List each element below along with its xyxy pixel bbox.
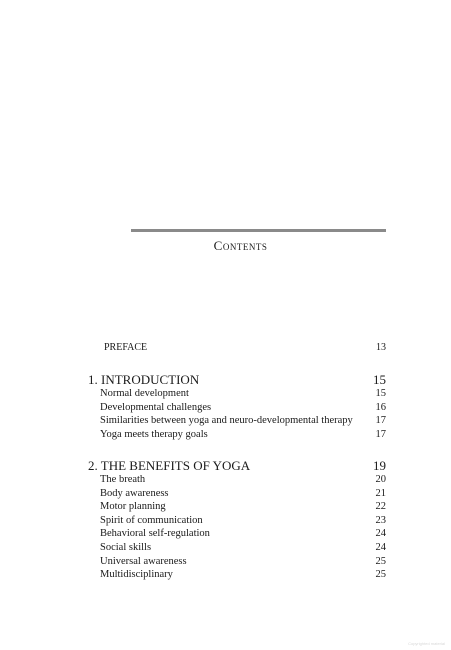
chapter-heading[interactable] (88, 459, 386, 473)
toc-entry[interactable] (88, 414, 386, 428)
toc-entry[interactable] (88, 555, 386, 569)
entry-page: 25 (375, 555, 386, 567)
chapter-page: 15 (373, 372, 386, 387)
contents-heading (0, 238, 451, 254)
header-rule (131, 229, 386, 232)
entry-label: Motor planning (100, 501, 166, 513)
toc-entry[interactable] (88, 401, 386, 415)
toc-chapter-2 (88, 459, 386, 582)
entry-label: Developmental challenges (100, 401, 212, 413)
contents-heading-text: Contents (213, 238, 268, 253)
copyright-watermark: Copyrighted material (408, 641, 445, 646)
toc-entry[interactable] (88, 473, 386, 487)
entry-page: 20 (375, 474, 386, 485)
entry-page: 22 (375, 501, 386, 513)
toc-entry[interactable] (88, 527, 386, 541)
entry-label: Similarities between yoga and neuro-developmental therapy (100, 415, 353, 427)
toc-entry[interactable] (88, 568, 386, 582)
toc-entry[interactable] (88, 428, 386, 442)
toc-entry[interactable] (88, 387, 386, 401)
toc-preface[interactable] (104, 342, 386, 353)
entry-label: Yoga meets therapy goals (100, 428, 208, 440)
entry-page: 17 (375, 415, 386, 427)
preface-label: PREFACE (104, 342, 148, 353)
entry-page: 24 (375, 528, 386, 540)
entry-page: 21 (375, 487, 386, 499)
entry-page: 24 (375, 541, 386, 553)
entry-page: 15 (375, 388, 386, 399)
chapter-page: 19 (373, 458, 386, 473)
chapter-title: 1. INTRODUCTION (88, 372, 200, 387)
entry-label: The breath (100, 474, 146, 485)
chapter-title: 2. THE BENEFITS OF YOGA (88, 458, 251, 473)
entry-label: Body awareness (100, 487, 169, 499)
entry-page: 25 (375, 569, 386, 581)
entry-label: Multidisciplinary (100, 569, 173, 581)
toc-entry[interactable] (88, 487, 386, 501)
toc-entry[interactable] (88, 500, 386, 514)
preface-page: 13 (376, 342, 386, 353)
entry-label: Normal development (100, 388, 189, 399)
entry-page: 23 (375, 514, 386, 526)
entry-label: Behavioral self-regulation (100, 528, 210, 540)
entry-label: Universal awareness (100, 555, 187, 567)
entry-page: 17 (375, 428, 386, 440)
toc-entry[interactable] (88, 514, 386, 528)
entry-label: Spirit of communication (100, 514, 203, 526)
chapter-heading[interactable] (88, 373, 386, 387)
toc-entry[interactable] (88, 541, 386, 555)
toc-chapter-1 (88, 373, 386, 441)
entry-page: 16 (375, 401, 386, 413)
entry-label: Social skills (100, 541, 152, 553)
